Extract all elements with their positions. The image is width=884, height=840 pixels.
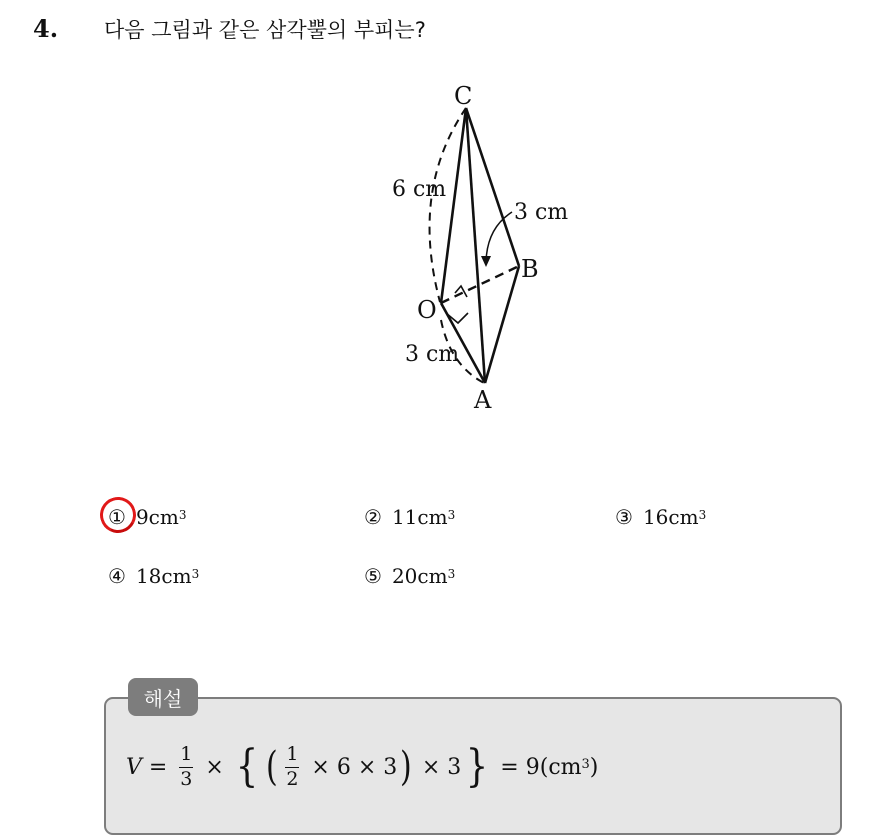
vertex-c-label: C — [454, 82, 473, 110]
edge-cb — [466, 108, 519, 266]
edge-co — [441, 108, 466, 303]
choice-4-number: ④ — [108, 564, 126, 588]
answer-mark-circle — [95, 492, 140, 537]
choice-4[interactable]: ④ 18cm $^3$ — [108, 564, 200, 588]
choice-2[interactable]: ② 11cm $^3$ — [364, 505, 456, 529]
choice-3-value: 16cm — [642, 505, 699, 529]
choice-3[interactable]: ③ 16cm $^3$ — [615, 505, 707, 529]
fraction-one-half: $\frac{1}{2}$ — [286, 742, 299, 790]
vertex-o-label: O — [417, 296, 437, 324]
choice-5-number: ⑤ — [364, 564, 382, 588]
choice-5[interactable]: ⑤ 20cm $^3$ — [364, 564, 456, 588]
solution-formula: V = $\frac{1}{3}$ × { ( $\frac{1}{2}$ × 6 × 3 ) × 3 } = 9(cm $^3$ ) — [126, 741, 599, 792]
choice-2-number: ② — [364, 505, 382, 529]
length-oc-label: 6 cm — [392, 177, 447, 202]
length-oa-label: 3 cm — [405, 342, 460, 367]
question-text: 다음 그림과 같은 삼각뿔의 부피는? — [104, 18, 426, 42]
edge-ca — [466, 108, 485, 383]
question-number: 4. — [33, 14, 59, 43]
edge-ba — [485, 266, 519, 383]
arc-oc — [430, 108, 466, 302]
choice-2-value: 11cm — [391, 505, 448, 529]
pyramid-figure — [370, 78, 590, 428]
vertex-b-label: B — [521, 255, 539, 283]
choice-1-number: ① — [108, 505, 126, 529]
choice-1-value: 9cm — [135, 505, 179, 529]
solution-tag: 해설 — [128, 678, 198, 716]
choice-4-value: 18cm — [135, 564, 192, 588]
vertex-a-label: A — [474, 386, 492, 414]
choice-3-number: ③ — [615, 505, 633, 529]
fraction-one-third: $\frac{1}{3}$ — [180, 742, 193, 790]
choice-5-value: 20cm — [391, 564, 448, 588]
choice-1[interactable]: ① 9cm $^3$ — [108, 505, 186, 529]
length-ob-label: 3 cm — [514, 200, 569, 225]
